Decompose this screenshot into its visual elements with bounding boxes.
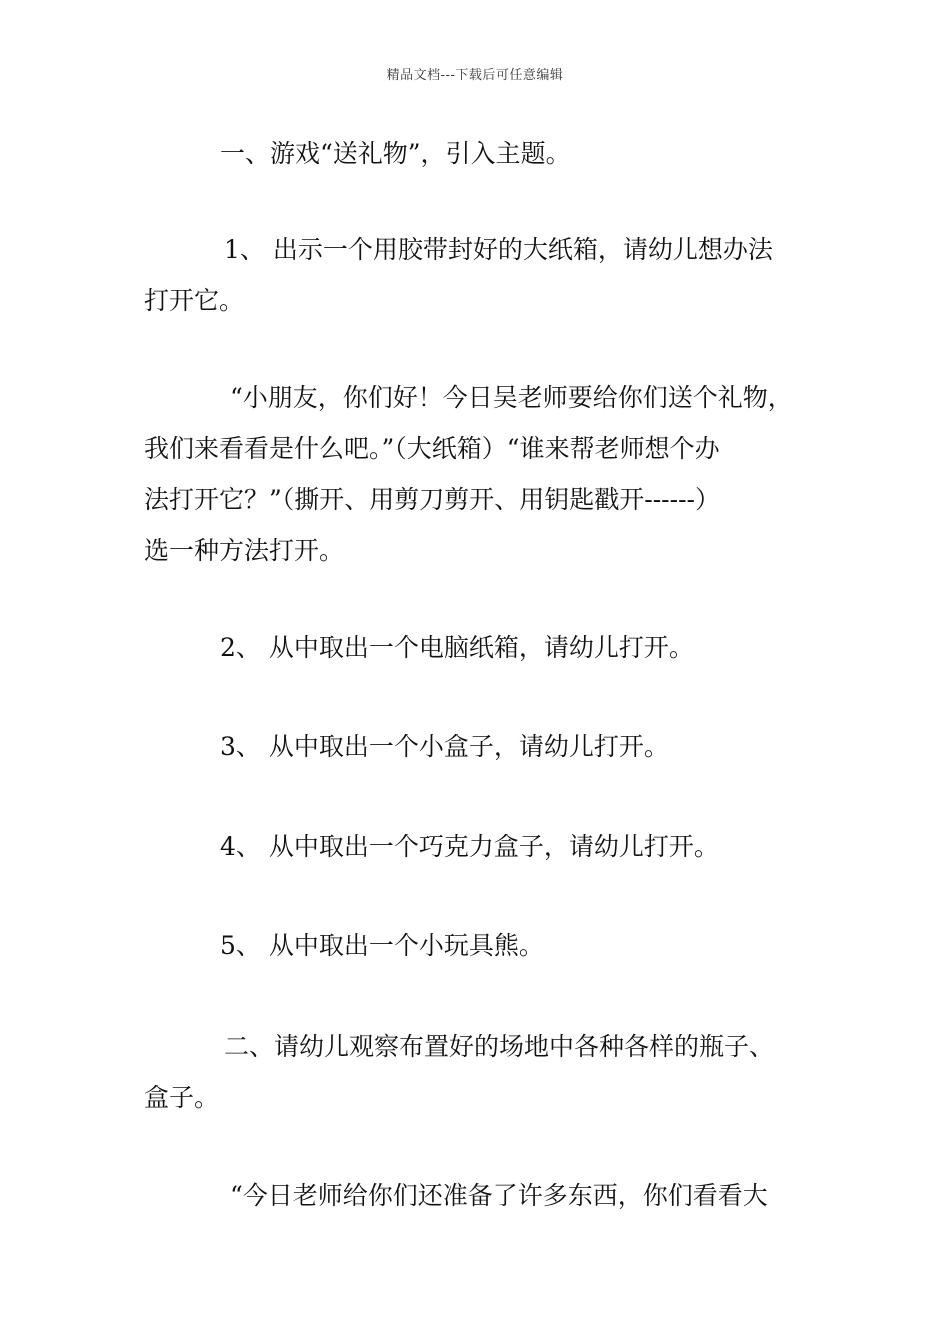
page-header: 精品文档---下载后可任意编辑 (386, 68, 564, 83)
paragraph-8 (144, 1021, 814, 1123)
paragraph-line: 5、 从中取出一个小玩具熊。 (220, 931, 544, 960)
paragraph-line: 2、 从中取出一个电脑纸箱，请幼儿打开。 (220, 633, 694, 662)
paragraph-line: 二、请幼儿观察布置好的场地中各种各样的瓶子、 (224, 1032, 775, 1061)
paragraph-3 (144, 372, 814, 576)
paragraph-line: 打开它。 (144, 286, 245, 315)
paragraph-line: 1、 出示一个用胶带封好的大纸箱，请幼儿想办法 (224, 235, 773, 264)
paragraph-line: 盒子。 (144, 1083, 220, 1112)
paragraph-7 (144, 920, 814, 971)
paragraph-1 (144, 128, 814, 179)
paragraph-line: “今日老师给你们还准备了许多东西，你们看看大 (230, 1181, 768, 1210)
paragraph-4 (144, 622, 814, 673)
paragraph-line: 一、游戏“送礼物”，引入主题。 (220, 139, 571, 168)
paragraph-line: 我们来看看是什么吧。”（大纸箱）“谁来帮老师想个办 (144, 434, 720, 463)
paragraph-9 (144, 1170, 814, 1221)
paragraph-line: 3、 从中取出一个小盒子，请幼儿打开。 (220, 732, 669, 761)
paragraph-5 (144, 721, 814, 772)
paragraph-line: 4、 从中取出一个巧克力盒子，请幼儿打开。 (220, 832, 719, 861)
paragraph-6 (144, 821, 814, 872)
paragraph-2 (144, 224, 814, 326)
paragraph-line: “小朋友，你们好！今日吴老师要给你们送个礼物， (230, 383, 793, 412)
paragraph-line: 选一种方法打开。 (144, 536, 345, 565)
paragraph-line: 法打开它？”（撕开、用剪刀剪开、用钥匙戳开------） (144, 485, 720, 514)
